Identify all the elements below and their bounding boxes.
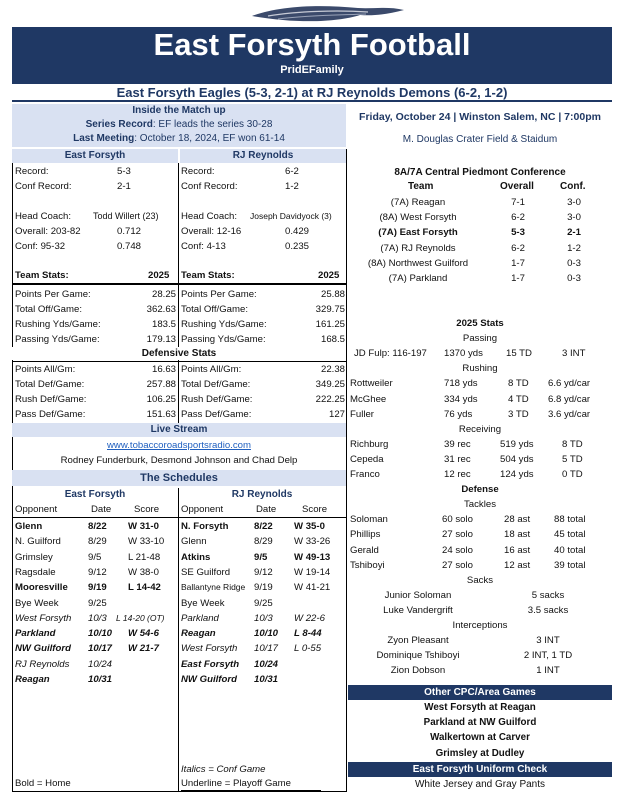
legend-underline: Underline = Playoff Game [181, 778, 291, 789]
tackler-solo: 27 solo [442, 559, 473, 571]
eagle-logo [248, 2, 408, 26]
schedule-row-opponent: NW Guilford [15, 643, 71, 655]
conference-title: 8A/7A Central Piedmont Conference [394, 167, 566, 178]
matchup-box [12, 104, 346, 147]
stat-label: Total Off/Game: [181, 304, 249, 315]
schedule-row-score: W 33-10 [128, 536, 165, 548]
rusher-name: Rottweiler [350, 378, 393, 390]
schedule-row-opponent: Glenn [15, 521, 43, 532]
schedule-row-date: 9/19 [88, 582, 107, 594]
schedule-row-date: 10/31 [254, 674, 279, 685]
standings-team: (7A) East Forsyth [378, 227, 458, 239]
rusher-avg: 6.8 yd/car [548, 393, 591, 405]
tackles-title: Tackles [464, 499, 496, 511]
schedule-row-opponent: Grimsley [15, 551, 53, 563]
schedule-row-score: L 14-42 [128, 582, 161, 594]
tackler-name: Soloman [350, 514, 388, 526]
receiver-yds: 504 yds [500, 453, 534, 465]
legend-bold: Bold = Home [15, 778, 71, 789]
tackler-ast: 18 ast [504, 529, 531, 541]
schedule-row-date: 10/10 [254, 628, 279, 640]
schedules-title: The Schedules [12, 470, 346, 486]
stat-label: Points Per Game: [181, 289, 257, 300]
passer-name: JD Fulp: 116-197 [354, 348, 427, 360]
rj-stat-value: 349.25 [315, 379, 345, 390]
schedule-row-date: 8/22 [88, 521, 107, 532]
receiver-name: Franco [350, 469, 380, 480]
rusher-td: 4 TD [508, 393, 529, 405]
schedule-row-opponent: N. Guilford [15, 536, 61, 548]
receiver-td: 5 TD [562, 453, 583, 465]
stat-label: Passing Yds/Game: [181, 334, 266, 345]
other-game: Grimsley at Dudley [435, 747, 525, 759]
sack-value: 3.5 sacks [527, 604, 569, 616]
schedule-row-score: W 38-0 [128, 566, 159, 578]
announcers: Rodney Funderburk, Desmond Johnson and Chad Delp [60, 455, 298, 466]
ef-stat-value: 106.25 [146, 394, 176, 405]
passer-int: 3 INT [562, 348, 586, 360]
tackler-ast: 28 ast [504, 514, 531, 526]
ef-stat-value: 28.25 [151, 289, 176, 300]
rj-stat-value: 22.38 [320, 364, 345, 375]
schedule-row-score: W 49-13 [294, 551, 331, 563]
rusher-avg: 6.6 yd/car [548, 378, 591, 390]
tackler-total: 40 total [554, 544, 586, 556]
ef-stat-value: 257.88 [146, 379, 176, 390]
defense-title: Defense [461, 484, 499, 496]
receiver-rec: 31 rec [444, 453, 471, 465]
schedule-row-opponent: Ballantyne Ridge [181, 582, 246, 593]
receiver-name: Richburg [350, 438, 389, 450]
standings-overall: 6-2 [511, 242, 525, 254]
int-value: 1 INT [536, 665, 560, 677]
schedule-row-date: 10/10 [88, 628, 113, 640]
standings-team: (7A) Parkland [388, 273, 448, 284]
stat-label: Total Def/Game: [15, 379, 85, 390]
tackler-name: Tshiboyi [350, 559, 385, 571]
rj-conf-record: 1-2 [285, 181, 299, 192]
standings-team: (8A) Northwest Guilford [367, 257, 469, 269]
schedule-row-date: 10/17 [88, 643, 113, 655]
ef-record: 5-3 [117, 166, 131, 177]
game-date-line: Friday, October 24 | Winston Salem, NC | 7:00pm [359, 111, 601, 123]
schedule-row-opponent: Bye Week [181, 597, 225, 609]
schedule-row-score: W 21-7 [128, 643, 159, 655]
schedule-row-opponent: NW Guilford [181, 674, 237, 685]
rusher-td: 3 TD [508, 408, 529, 420]
sack-player: Junior Soloman [384, 589, 452, 601]
schedule-row-score: W 22-6 [294, 612, 325, 624]
schedule-row-opponent: West Forsyth [15, 612, 72, 624]
tackler-total: 88 total [554, 514, 586, 526]
tackler-total: 45 total [554, 529, 586, 541]
rusher-yds: 718 yds [444, 378, 478, 390]
rj-stat-value: 222.25 [315, 394, 345, 405]
ef-stat-value: 151.63 [146, 409, 176, 420]
stat-label: Rushing Yds/Game: [15, 319, 101, 330]
schedule-rj-name: RJ Reynolds [231, 489, 293, 500]
schedule-row-score: L 21-48 [128, 551, 161, 563]
schedule-row-opponent: Parkland [181, 612, 219, 624]
schedule-row-opponent: East Forsyth [181, 658, 240, 670]
sacks-title: Sacks [466, 574, 494, 586]
stat-label: Total Def/Game: [181, 379, 251, 390]
stat-label: Rush Def/Game: [15, 394, 87, 405]
tackler-ast: 12 ast [504, 559, 531, 571]
schedule-row-score: L 8-44 [294, 628, 322, 640]
uniform-value: White Jersey and Gray Pants [414, 779, 546, 790]
ef-stat-value: 16.63 [151, 364, 176, 375]
standings-overall: 1-7 [511, 273, 525, 284]
schedule-row-date: 10/24 [254, 658, 279, 670]
stats-title: 2025 Stats [456, 318, 504, 329]
receiver-rec: 12 rec [444, 469, 471, 480]
schedule-row-date: 9/25 [88, 597, 107, 609]
stat-label: Pass Def/Game: [15, 409, 86, 420]
game-venue: M. Douglas Crater Field & Staidum [402, 134, 558, 145]
standings-team: (8A) West Forsyth [379, 212, 457, 224]
matchup-box-title: Inside the Match up [132, 105, 226, 116]
last-meeting: Last Meeting: October 18, 2024, EF won 61-14 [73, 133, 285, 144]
stream-link[interactable]: www.tobaccoroadsportsradio.com [107, 440, 251, 451]
schedule-row-date: 10/31 [88, 674, 113, 685]
legend-italic: Italics = Conf Game [181, 764, 266, 775]
schedule-row-date: 10/24 [88, 658, 113, 670]
schedule-row-opponent: Reagan [181, 628, 216, 640]
int-value: 3 INT [536, 635, 560, 647]
rusher-name: McGhee [350, 393, 387, 405]
standings-overall: 7-1 [511, 197, 525, 208]
ef-coach: Todd Willert (23) [93, 211, 159, 221]
receiver-td: 8 TD [562, 438, 583, 450]
rusher-avg: 3.6 yd/car [548, 408, 591, 420]
tackler-solo: 60 solo [442, 514, 473, 526]
schedule-row-opponent: Atkins [181, 551, 211, 563]
rj-stat-value: 25.88 [320, 289, 345, 300]
passer-yds: 1370 yds [444, 348, 483, 360]
tackler-name: Phillips [350, 529, 381, 541]
standings-overall: 1-7 [511, 257, 525, 269]
stat-label: Rushing Yds/Game: [181, 319, 267, 330]
int-player: Zion Dobson [390, 665, 446, 677]
stat-label: Points All/Gm: [15, 364, 76, 375]
schedule-row-opponent: Bye Week [15, 597, 59, 609]
standings-conf: 0-3 [567, 273, 581, 284]
other-games-title: Other CPC/Area Games [348, 685, 612, 700]
series-record: Series Record: EF leads the series 30-28 [85, 119, 273, 130]
schedule-row-date: 9/25 [254, 597, 273, 609]
schedule-row-opponent: Reagan [15, 674, 50, 685]
schedule-row-opponent: West Forsyth [181, 643, 238, 655]
rusher-td: 8 TD [508, 378, 529, 390]
rj-header: RJ Reynolds [180, 149, 346, 163]
ef-conf-record: 2-1 [117, 181, 131, 192]
ef-stat-value: 183.5 [151, 319, 176, 330]
rusher-name: Fuller [350, 408, 374, 420]
standings-team: (7A) RJ Reynolds [380, 242, 456, 254]
ef-header: East Forsyth [12, 149, 178, 163]
defensive-stats-title: Defensive Stats [12, 347, 346, 360]
matchup-title: East Forsyth Eagles (5-3, 2-1) at RJ Reynolds Demons (6-2, 1-2) [12, 84, 612, 102]
schedule-row-date: 10/3 [254, 612, 273, 624]
rj-stat-value: 329.75 [315, 304, 345, 315]
schedule-row-date: 10/17 [254, 643, 279, 655]
live-stream-title: Live Stream [12, 423, 346, 437]
other-game: Walkertown at Carver [430, 732, 530, 744]
rj-record: 6-2 [285, 166, 299, 177]
passing-title: Passing [462, 333, 498, 345]
standings-conf: 3-0 [567, 212, 581, 224]
receiving-title: Receiving [458, 423, 502, 435]
schedule-row-opponent: Mooresville [15, 582, 68, 594]
int-player: Dominique Tshiboyi [376, 650, 460, 662]
standings-conf: 0-3 [567, 257, 581, 269]
title-banner [12, 27, 612, 84]
schedule-row-date: 9/19 [254, 582, 273, 594]
ef-stat-value: 179.13 [146, 334, 176, 345]
page-title: East Forsyth Football [153, 27, 471, 62]
schedule-row-score: W 54-6 [128, 628, 159, 640]
standings-conf: 1-2 [567, 242, 581, 254]
schedule-row-score: W 19-14 [294, 566, 331, 578]
schedule-ef-name: East Forsyth [64, 489, 126, 500]
sack-value: 5 sacks [531, 589, 565, 601]
schedule-row-date: 9/5 [254, 551, 268, 563]
rj-stat-value: 168.5 [320, 334, 345, 345]
schedule-row-opponent: Parkland [15, 628, 56, 640]
schedule-row-date: 9/5 [88, 551, 102, 563]
receiver-yds: 124 yds [500, 469, 534, 480]
stat-label: Rush Def/Game: [181, 394, 253, 405]
stat-label: Pass Def/Game: [181, 409, 252, 420]
rusher-yds: 76 yds [444, 408, 473, 420]
stat-label: Points All/Gm: [181, 364, 242, 375]
stat-label: Total Off/Game: [15, 304, 83, 315]
receiver-rec: 39 rec [444, 438, 471, 450]
schedule-row-date: 9/12 [254, 566, 273, 578]
ef-stat-value: 362.63 [146, 304, 176, 315]
schedule-row-date: 8/22 [254, 521, 273, 532]
standings-team: (7A) Reagan [390, 197, 446, 208]
standings-conf: 3-0 [567, 197, 581, 208]
schedule-row-score: W 31-0 [128, 521, 159, 532]
schedule-row-score: W 35-0 [294, 521, 325, 532]
schedule-row-date: 8/29 [88, 536, 107, 548]
stat-label: Points Per Game: [15, 289, 91, 300]
schedule-row-opponent: Ragsdale [15, 566, 56, 578]
schedule-row-opponent: SE Guilford [181, 566, 231, 578]
tackler-ast: 16 ast [504, 544, 531, 556]
rushing-title: Rushing [462, 363, 498, 375]
rj-stat-value: 161.25 [315, 319, 345, 330]
other-game: Parkland at NW Guilford [423, 717, 537, 729]
rj-stat-value: 127 [328, 409, 345, 420]
standings-conf: 2-1 [567, 227, 581, 239]
int-player: Zyon Pleasant [387, 635, 449, 647]
schedule-row-score: W 41-21 [294, 582, 331, 594]
schedule-row-opponent: N. Forsyth [181, 521, 229, 532]
receiver-td: 0 TD [562, 469, 583, 480]
tackler-total: 39 total [554, 559, 586, 571]
passer-td: 15 TD [506, 348, 532, 360]
schedule-row-date: 9/12 [88, 566, 107, 578]
tackler-name: Gerald [350, 544, 379, 556]
tackler-solo: 24 solo [442, 544, 473, 556]
standings-overall: 6-2 [511, 212, 525, 224]
rj-coach: Joseph Davidyock (3) [250, 211, 332, 221]
schedule-row-score: L 14-20 (OT) [116, 612, 165, 623]
uniform-title: East Forsyth Uniform Check [348, 762, 612, 777]
sack-player: Luke Vandergrift [383, 604, 453, 616]
page-subtitle: PridEFamily [280, 64, 344, 76]
schedule-row-opponent: RJ Reynolds [15, 658, 70, 670]
schedule-row-date: 8/29 [254, 536, 273, 548]
other-game: West Forsyth at Reagan [424, 702, 536, 713]
schedule-row-score: W 33-26 [294, 536, 331, 548]
interceptions-title: Interceptions [452, 620, 508, 631]
stat-label: Passing Yds/Game: [15, 334, 100, 345]
schedule-row-score: L 0-55 [294, 643, 322, 655]
tackler-solo: 27 solo [442, 529, 473, 541]
int-value: 2 INT, 1 TD [523, 650, 573, 662]
standings-overall: 5-3 [511, 227, 525, 239]
schedule-row-date: 10/3 [88, 612, 107, 624]
schedule-row-opponent: Glenn [181, 536, 207, 548]
receiver-name: Cepeda [350, 453, 384, 465]
receiver-yds: 519 yds [500, 438, 534, 450]
rusher-yds: 334 yds [444, 393, 478, 405]
